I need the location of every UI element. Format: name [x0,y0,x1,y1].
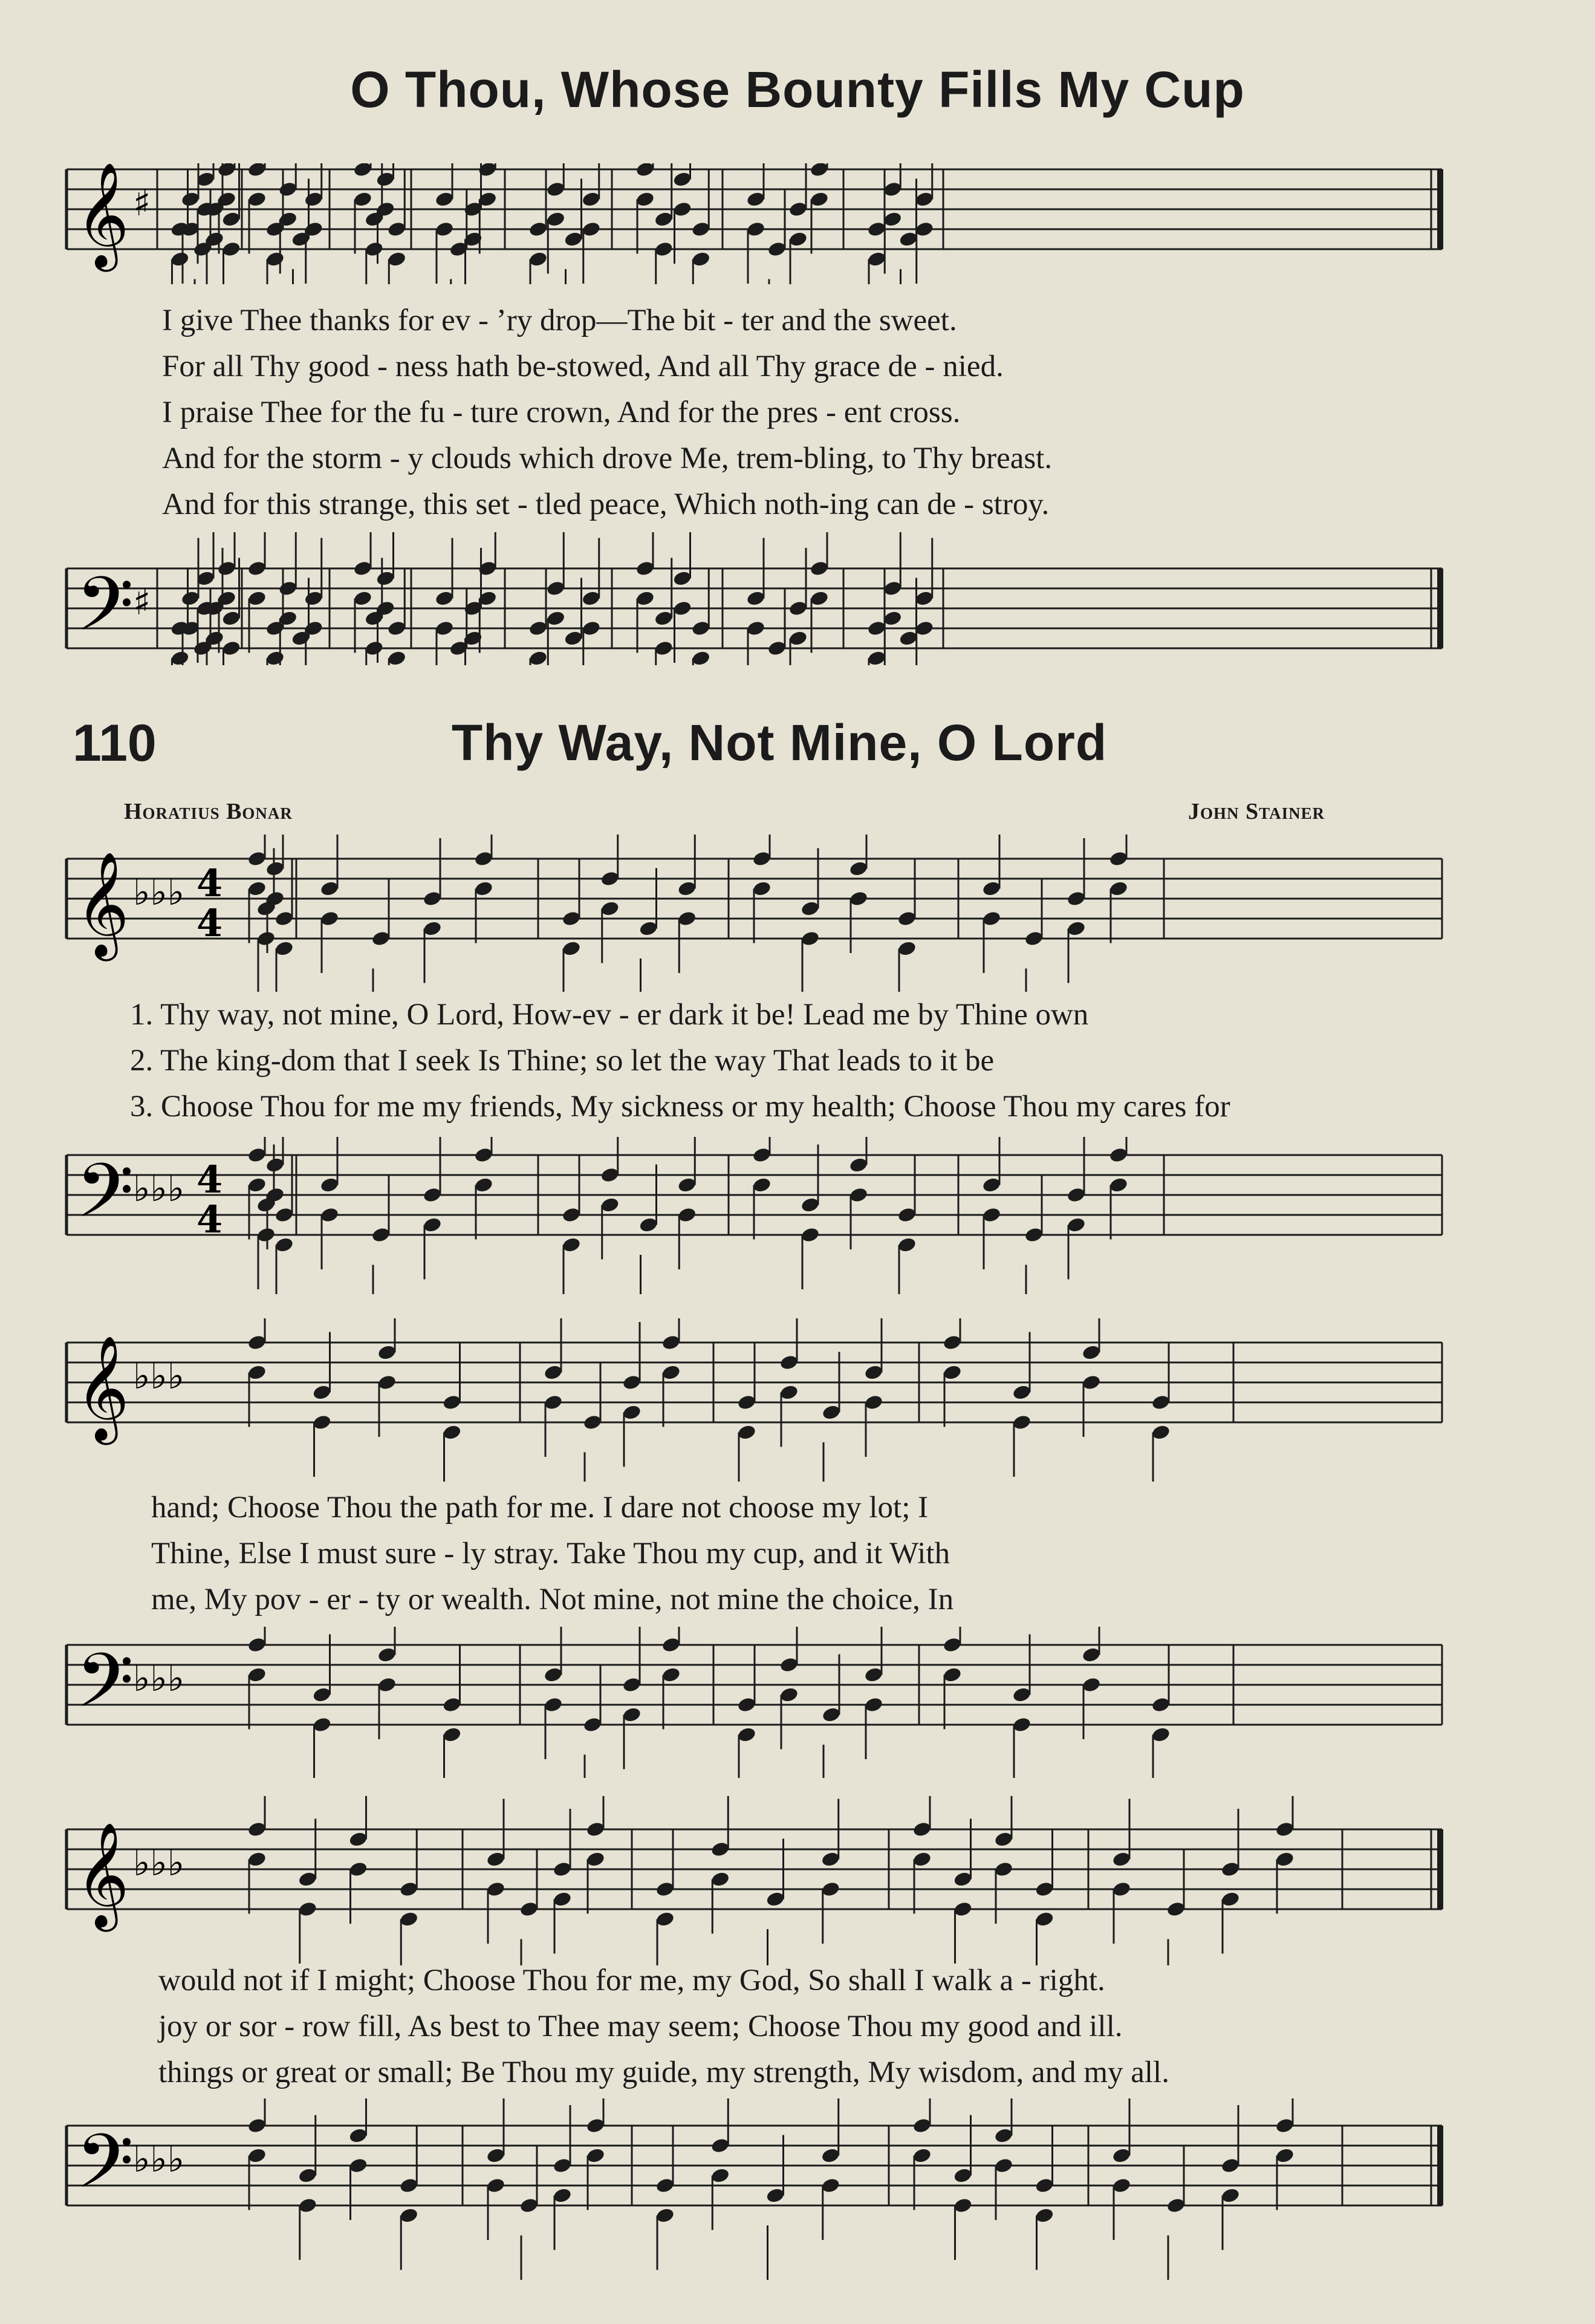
system1-treble-staff [60,835,1451,992]
top-verse-2: For all Thy good - ness hath be-stowed, And all Thy grace de - nied. [162,350,1004,383]
top-verse-4: And for the storm - y clouds which drove Me, trem-bling, to Thy breast. [162,441,1053,475]
system2-verse-3: me, My pov - er - ty or wealth. Not mine, not mine the choice, In [151,1583,954,1616]
system3-verse-3: things or great or small; Be Thou my guide, my strength, My wisdom, and my all. [158,2055,1169,2089]
top-verse-3: I praise Thee for the fu - ture crown, And for the pres - ent cross. [162,395,961,429]
system3-bass-staff [60,2098,1451,2280]
system1-verse-1: 1. Thy way, not mine, O Lord, How-ev - er dark it be! Lead me by Thine own [130,998,1089,1032]
svg-text:4: 4 [197,861,223,905]
top-treble-staff [60,163,1451,284]
top-bass-staff [60,532,1451,665]
hymn-title: Thy Way, Not Mine, O Lord [451,714,1108,771]
svg-text:♭♭♭: ♭♭♭ [133,1355,184,1398]
composer-credit: John Stainer [1188,799,1325,824]
svg-text:4: 4 [197,1157,223,1202]
svg-text:♭♭♭: ♭♭♭ [133,1168,184,1210]
svg-text:𝄢: 𝄢 [76,561,134,665]
svg-text:𝄞: 𝄞 [76,163,129,267]
svg-text:𝄞: 𝄞 [76,1822,129,1927]
svg-text:𝄞: 𝄞 [76,851,129,957]
top-hymn-title: O Thou, Whose Bounty Fills My Cup [350,61,1245,118]
svg-text:♯: ♯ [133,182,151,224]
svg-text:𝄢: 𝄢 [76,1148,134,1253]
svg-text:4: 4 [197,1197,223,1242]
system2-bass-staff [60,1627,1451,1778]
system3-treble-staff [60,1796,1451,1965]
system3-verse-1: would not if I might; Choose Thou for me, my God, So shall I walk a - right. [158,1964,1105,1997]
svg-text:♭♭♭: ♭♭♭ [133,1658,184,1700]
system3-verse-2: joy or sor - row fill, As best to Thee may seem; Choose Thou my good and ill. [158,2010,1123,2043]
system2-treble-staff [60,1318,1451,1482]
system1-verse-2: 2. The king-dom that I seek Is Thine; so let the way That leads to it be [130,1044,995,1078]
system2-verse-2: Thine, Else I must sure - ly stray. Take Thou my cup, and it With [151,1537,950,1570]
svg-text:𝄢: 𝄢 [76,1638,134,1743]
system2-verse-1: hand; Choose Thou the path for me. I dare not choose my lot; I [151,1491,929,1525]
svg-text:♭♭♭: ♭♭♭ [133,871,184,914]
top-verse-1: I give Thee thanks for ev - ’ry drop—The bit - ter and the sweet. [162,304,957,337]
system1-bass-staff [60,1137,1451,1294]
hymn-number: 110 [73,714,157,772]
top-verse-5: And for this strange, this set - tled peace, Which noth-ing can de - stroy. [162,487,1050,521]
svg-text:♭♭♭: ♭♭♭ [133,2138,184,2181]
system1-verse-3: 3. Choose Thou for me my friends, My sickness or my health; Choose Thou my cares for [130,1090,1230,1124]
author-credit: Horatius Bonar [124,799,293,824]
svg-text:♯: ♯ [133,581,151,623]
svg-text:♭♭♭: ♭♭♭ [133,1842,184,1884]
svg-text:𝄢: 𝄢 [76,2118,134,2224]
svg-text:𝄞: 𝄞 [76,1335,129,1440]
svg-text:4: 4 [197,901,223,945]
